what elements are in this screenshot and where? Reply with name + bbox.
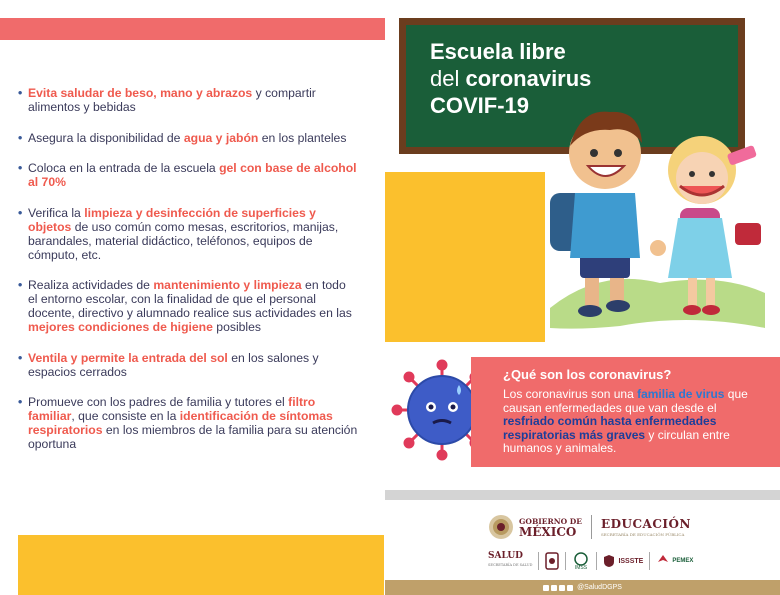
logo-separator [538,552,539,570]
highlighted-text: agua y jabón [183,130,259,145]
gobierno-line-1: GOBIERNO DE [519,517,582,526]
coronavirus-info-box [471,357,780,467]
text-run: que causan enfermedades que van desde el [503,387,748,415]
highlighted-text: limpieza y desinfección de superficies y objetos [28,205,316,234]
bottom-accent-bar [18,535,384,595]
seal-icon [545,552,559,570]
salud-label: SALUD [488,551,523,561]
highlighted-text: Evita saludar de beso, mano y abrazos [28,86,253,100]
title-line-2-bold: coronavirus [465,66,592,91]
text-run: en los miembros de la familia para su atención oportuna [28,423,358,451]
social-handle[interactable]: @SaludDGPS [577,584,622,591]
tip-item [18,395,358,451]
highlighted-text: Ventila y permite la entrada del sol [28,350,228,365]
logo-separator [565,552,566,570]
prevention-tips-list [18,86,358,468]
text-run: y compartir alimentos y bebidas [28,86,316,114]
highlighted-text: resfriado común hasta enfermedades respiratorias más graves [503,414,717,442]
youtube-icon[interactable] [567,585,573,591]
issste-logo: ISSSTE [618,557,644,565]
text-run: Los coronavirus son una [503,387,638,401]
highlighted-text: mejores condiciones de higiene [28,320,213,334]
top-accent-bar [0,18,385,40]
institution-logos [488,550,693,572]
yellow-panel [385,172,545,342]
logo-separator [596,552,597,570]
text-run: Promueve con los padres de familia y tutores el [28,395,289,409]
text-run: Asegura la disponibilidad de [28,130,184,145]
highlighted-text: gel con base de alcohol al 70% [28,161,357,189]
text-run: y circulan entre humanos y animales. [503,427,730,455]
gobierno-seal-icon [488,514,514,540]
educacion-logo [601,517,691,537]
instagram-icon[interactable] [559,585,565,591]
facebook-icon[interactable] [543,585,549,591]
text-run: en los salones y espacios cerrados [28,350,319,379]
tip-item [18,351,358,379]
text-run: en todo el entorno escolar, con la finalidad de que el personal docente, directivo y alumnado realice sus actividades en las [28,278,352,320]
text-run: , que consiste en la [71,409,180,423]
divider-bar [385,490,780,500]
tip-item [18,206,358,262]
gobierno-line-2: MÉXICO [519,525,577,539]
tip-item [18,86,358,114]
educacion-sub: SECRETARÍA DE EDUCACIÓN PÚBLICA [600,532,685,537]
highlighted-text: familia de virus [637,387,725,401]
logo-separator [649,552,650,570]
text-run: posibles [212,320,262,334]
salud-sub: SECRETARÍA DE SALUD [488,563,533,567]
title-line-2-pre: del [430,66,466,91]
highlighted-text: identificación de síntomas respiratorios [28,409,333,437]
issste-shield-icon [603,554,615,568]
imss-logo-icon [572,552,590,570]
pemex-eagle-icon [656,554,670,568]
text-run: de uso común como mesas, escritorios, manijas, barandales, material didáctico, teléfonos, equipos de cómputo, etc. [28,219,339,262]
info-text [503,388,768,456]
educacion-label: EDUCACIÓN [600,517,691,531]
title-line-1: Escuela libre [430,39,566,64]
pemex-logo: PEMEX [672,558,694,564]
gobierno-mexico-logo [519,516,582,538]
footer-social-bar [385,580,780,595]
logo-separator [591,515,592,539]
title-line-3: COVIF-19 [430,93,530,118]
info-question: ¿Qué son los coronavirus? [503,367,672,382]
text-run: en los planteles [258,130,347,145]
highlighted-text: mantenimiento y limpieza [153,278,302,292]
tip-item [18,278,358,334]
salud-logo [488,552,532,570]
children-illustration [540,98,770,338]
text-run: Realiza actividades de [28,278,154,292]
title-line-2 [430,65,591,92]
government-logos [488,512,691,542]
tip-item [18,161,358,189]
twitter-icon[interactable] [551,585,557,591]
imss-text: IMSS [575,565,588,570]
text-run: Coloca en la entrada de la escuela [28,161,220,175]
tip-item [18,131,358,145]
highlighted-text: filtro familiar [28,395,316,423]
text-run: Verifica la [28,205,85,220]
